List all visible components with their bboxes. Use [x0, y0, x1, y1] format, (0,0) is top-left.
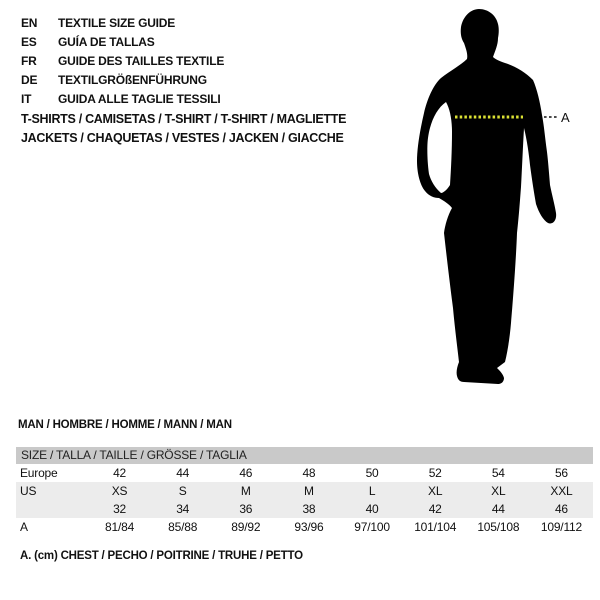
table-cell: 42	[428, 502, 442, 516]
language-label: GUIDE DES TAILLES TEXTILE	[58, 53, 225, 68]
table-cell: M	[304, 484, 314, 498]
table-row-chest-a	[16, 518, 593, 536]
language-code: FR	[21, 53, 37, 68]
man-silhouette-figure	[403, 5, 583, 397]
table-cell: 32	[113, 502, 127, 516]
table-cell: 44	[176, 466, 190, 480]
table-cell: XL	[428, 484, 443, 498]
table-cell: 97/100	[354, 520, 390, 534]
size-table-header: SIZE / TALLA / TAILLE / GRÖSSE / TAGLIA	[16, 447, 593, 464]
table-cell: 56	[554, 466, 568, 480]
table-cell: 101/104	[414, 520, 457, 534]
language-list	[21, 14, 224, 108]
language-code: ES	[21, 35, 37, 50]
language-row	[21, 89, 224, 108]
table-cell: 34	[176, 502, 190, 516]
size-table	[16, 447, 593, 536]
table-cell: 89/92	[231, 520, 261, 534]
table-cell: 85/88	[168, 520, 198, 534]
category-jackets: JACKETS / CHAQUETAS / VESTES / JACKEN / GIACCHE	[21, 130, 344, 145]
measurement-footnote: A. (cm) CHEST / PECHO / POITRINE / TRUHE / PETTO	[20, 550, 303, 562]
language-label: TEXTILE SIZE GUIDE	[58, 16, 176, 31]
table-cell: XS	[111, 484, 128, 498]
table-cell: 81/84	[105, 520, 135, 534]
table-row-europe	[16, 464, 593, 482]
table-cell: 52	[428, 466, 442, 480]
table-cell: 105/108	[477, 520, 520, 534]
gender-label: MAN / HOMBRE / HOMME / MANN / MAN	[18, 419, 232, 431]
table-cell: XL	[491, 484, 506, 498]
table-cell: 44	[491, 502, 505, 516]
category-tshirts: T-SHIRTS / CAMISETAS / T-SHIRT / T-SHIRT / MAGLIETTE	[21, 112, 347, 126]
measure-label-a: A	[561, 110, 570, 125]
category-list	[21, 110, 346, 147]
table-cell: 46	[554, 502, 568, 516]
table-cell: 40	[365, 502, 379, 516]
table-cell: XXL	[550, 484, 573, 498]
man-silhouette	[417, 9, 556, 384]
table-cell: 36	[239, 502, 253, 516]
language-row	[21, 33, 224, 52]
language-row	[21, 14, 224, 33]
language-code: EN	[21, 16, 38, 31]
row-label: US	[20, 484, 37, 498]
table-cell: 54	[491, 466, 505, 480]
language-code: DE	[21, 72, 38, 87]
language-row	[21, 52, 224, 71]
row-label: Europe	[20, 466, 58, 480]
table-cell: S	[178, 484, 187, 498]
language-code: IT	[21, 91, 32, 106]
table-cell: L	[368, 484, 376, 498]
table-cell: 48	[302, 466, 316, 480]
language-row	[21, 70, 224, 89]
table-cell: 42	[113, 466, 127, 480]
table-cell: 38	[302, 502, 316, 516]
language-label: GUIDA ALLE TAGLIE TESSILI	[58, 91, 221, 106]
table-row-us	[16, 482, 593, 500]
table-row-numeric	[16, 500, 593, 518]
language-label: GUÍA DE TALLAS	[58, 35, 155, 50]
language-label: TEXTILGRÖßENFÜHRUNG	[58, 72, 207, 87]
table-cell: 46	[239, 466, 253, 480]
table-cell: M	[240, 484, 251, 498]
table-cell: 50	[365, 466, 379, 480]
table-cell: 93/96	[294, 520, 324, 534]
row-label: A	[20, 520, 28, 534]
table-cell: 109/112	[540, 520, 582, 534]
